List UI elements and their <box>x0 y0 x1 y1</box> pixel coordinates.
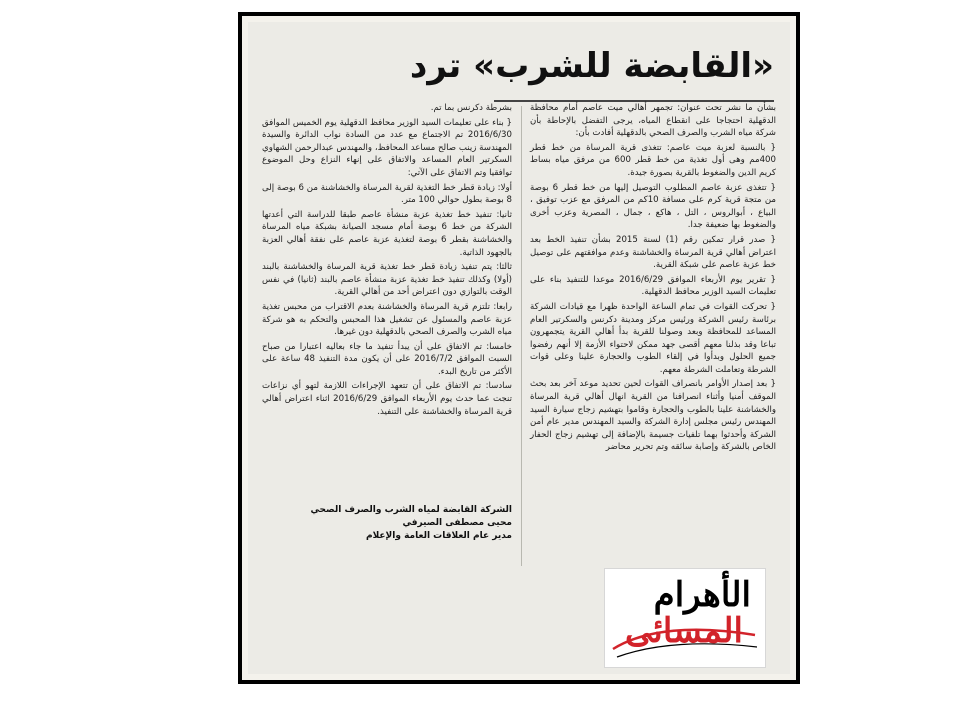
paragraph: { بعد إصدار الأوامر بانصراف القوات لحين تحديد موعد آخر بعد بحث الموقف أمنيا وأثناء انصرافنا من القرية انهال أهالي قرية المرساة والخشاشنة علينا بالطوب والحجارة وقاموا بتهشيم زجاج سيارة السيد المهندس رئيس مجلس إدارة الشركة والسيد المهندس مدير عام أمن الشركة وأحدثوا بهما تلفيات جسيمة بالإضافة إلى تهشيم زجاج الحفار الخاص بالشركة وإصابة سائقه وتم تحرير محاضر <box>530 379 776 453</box>
paragraph: { بناء على تعليمات السيد الوزير محافظ الدقهلية يوم الخميس الموافق 2016/6/30 تم الاجتماع مع عدد من السادة نواب الدائرة والسيدة المهندسة زينب صالح مساعد المحافظ، والمهندس عبدالرحمن الشهاوي السكرتير العام المساعد والاتفاق على إنهاء النزاع وحل الموضوع توافقيا وتم الاتفاق على الآتي: <box>262 117 512 178</box>
paragraph: { تتغذى عزبة عاصم المطلوب التوصيل إليها من خط قطر 6 بوصة من متجة قرية كرم على مسافة 10كم من المرفق مع عزب توفيق ، البياع ، أبوالروس ، التل ، هاكع ، جمال ، المصرية وعزب أخرى والضغوط بها ضعيفة جدا. <box>530 182 776 231</box>
paragraph: { تقرير يوم الأربعاء الموافق 2016/6/29 موعدا للتنفيذ بناء على تعليمات السيد الوزير محافظ الدقهلية. <box>530 274 776 298</box>
signature-name: محيى مصطفى الصيرفي <box>402 518 512 528</box>
clipping-frame <box>238 12 800 684</box>
paragraph: ثالثا: يتم تنفيذ زيادة قطر خط تغذية قرية المرساة والخشاشنة بالبند (أولا) وكذلك تنفيذ خط تغذية عزبة منشأة عاصم بالبند (ثانيا) في نفس الوقت بالتوازي دون اعتراض أحد من أهالي القرية. <box>262 262 512 298</box>
paragraph: { صدر قرار تمكين رقم (1) لسنة 2015 بشأن تنفيذ الخط بعد اعتراض أهالي قرية المرساة والخشاشنة وعدم موافقتهم على توصيل خط عزبة عاصم على شبكة القرية. <box>530 234 776 271</box>
logo-text-top: الأهرام <box>653 575 751 615</box>
paragraph: ثانيا: تنفيذ خط تغذية عزبة منشأة عاصم طبقا للدراسة التي أعدتها الشركة من خط 6 بوصة أمام مسجد الصيانة بشبكة مياه المرساة والخشاشنة بقطر 6 بوصة لتغذية عزبة عاصم على نفقة أهالي العزبة بالجهود الذاتية. <box>262 209 512 258</box>
article-column-right <box>530 102 776 572</box>
paragraph: { بالنسبة لعزبة ميت عاصم: تتغذى قرية المرساة من خط قطر 400مم وهى أول تغذية من خط قطر 600 من مرفق مياه بساط كريم الدين والضغوط بالقرية بصورة جيدة. <box>530 142 776 178</box>
paragraph: خامسا: تم الاتفاق على أن يبدأ تنفيذ ما جاء بعاليه اعتبارا من صباح السبت الموافق 2016/7/2 على أن يكون مدة التنفيذ 48 ساعة على الأكثر من تاريخ البدء. <box>262 341 513 377</box>
newspaper-clipping <box>248 22 790 674</box>
article-column-left <box>262 102 512 522</box>
column-divider <box>521 106 522 566</box>
paragraph: أولا: زيادة قطر خط التغذية لقرية المرساة والخشاشنة من 6 بوصة إلى 8 بوصة بطول حوالي 100 متر. <box>262 182 513 206</box>
paragraph: بشرطة دكرنس بما تم. <box>430 103 512 113</box>
al-ahram-al-masaa-logo <box>604 568 766 668</box>
signature-organization: الشركة القابضة لمياه الشرب والصرف الصحي <box>310 505 512 515</box>
signature-title: مدير عام العلاقات العامة والإعلام <box>365 531 512 541</box>
article-signature <box>262 504 512 543</box>
paragraph: سادسا: تم الاتفاق على أن تتعهد الإجراءات اللازمة لتهو أي نزاعات تنجت عما حدث يوم الأربعاء الموافق 2016/6/29 اثناء اعتراض أهالي قرية المرساة والخشاشنة على التنفيذ. <box>262 381 512 417</box>
paragraph: { تحركت القوات في تمام الساعة الواحدة ظهرا مع قيادات الشركة برئاسة رئيس الشركة ورئيس مركز ومدينة دكرنس والسكرتير العام المساعد للمحافظة وبعد وصولنا للقرية بدأ أهالي القرية يتجمهرون تباعا وقد بذلنا معهم أقصى جهد ممكن لاحتواء الأزمة إلا أنهم رفضوا جميع الحلول وبدأوا في إلقاء الطوب والحجارة علينا وعلى قوات الشرطة وتعاملت الشرطة معهم. <box>530 301 776 375</box>
logo-text-bottom: المسائى <box>625 611 743 651</box>
article-headline: «القابضة للشرب» ترد <box>409 46 774 86</box>
paragraph: رابعا: تلتزم قرية المرساة والخشاشنة بعدم الاقتراب من محبس تغذية عزبة عاصم والمسئول عن تشغيل هذا المحبس والتحكم به هو شركة مياه الشرب والصرف الصحي بالدقهلية دون غيرها. <box>262 301 512 338</box>
paragraph: بشأن ما نشر تحت عنوان: تجمهر أهالي ميت عاصم أمام محافظة الدقهلية احتجاجا على انقطاع المياه، يرجى التفضل بالإحاطة بأن شركة مياه الشرب والصرف الصحي بالدقهلية أفادت بأن: <box>530 103 776 139</box>
